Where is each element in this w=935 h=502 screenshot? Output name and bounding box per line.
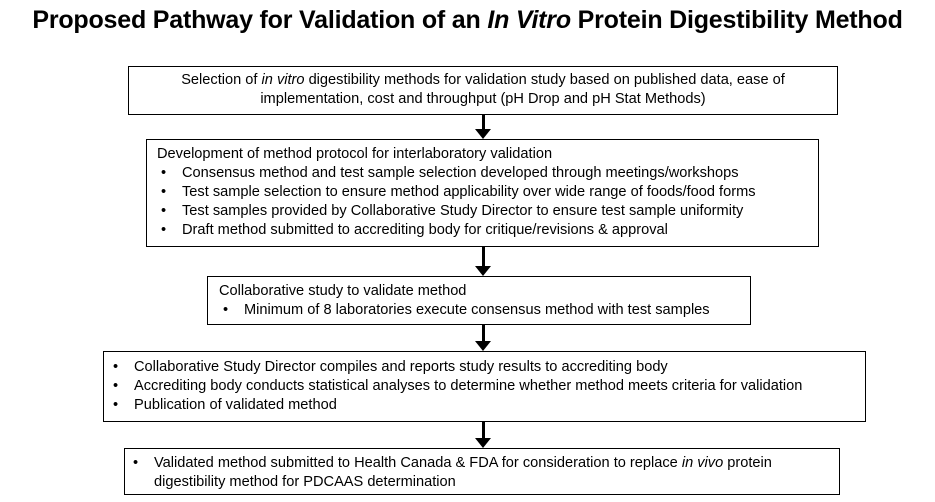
results-bullet: • Collaborative Study Director compiles and reports study results to accrediting body [109,358,865,377]
title-emphasis: In Vitro [487,6,571,34]
arrow-1 [475,115,491,139]
collaborative-box [207,276,751,325]
collaborative-list [219,301,750,320]
submission-text-after: protein [723,455,772,471]
arrow-4 [475,422,491,448]
selection-line-1 [129,71,837,90]
development-bullet: • Test sample selection to ensure method applicability over wide range of foods/food forms [157,183,818,202]
results-box [103,351,866,422]
selection-text-after: digestibility methods for validation study based on published data, ease of [304,72,785,88]
arrow-3 [475,325,491,351]
selection-emphasis: in vitro [261,72,305,88]
collaborative-heading: Collaborative study to validate method [219,283,467,299]
diagram-title [0,6,935,35]
development-heading: Development of method protocol for interlaboratory validation [157,146,553,162]
development-bullet: • Draft method submitted to accrediting body for critique/revisions & approval [157,221,818,240]
results-list [109,358,865,415]
selection-box [128,66,838,115]
submission-box [124,448,840,495]
collaborative-bullet: • Minimum of 8 laboratories execute consensus method with test samples [219,301,750,320]
development-bullet: • Test samples provided by Collaborative Study Director to ensure test sample uniformity [157,202,818,221]
development-list [157,164,818,240]
submission-list [129,454,839,473]
development-bullet: • Consensus method and test sample selection developed through meetings/workshops [157,164,818,183]
selection-line-2: implementation, cost and throughput (pH Drop and pH Stat Methods) [260,91,706,107]
submission-text-before: Validated method submitted to Health Canada & FDA for consideration to replace [154,455,682,471]
title-prefix: Proposed Pathway for Validation of an [32,6,488,34]
arrow-2 [475,247,491,276]
submission-bullet [129,454,839,473]
selection-text-before: Selection of [181,72,262,88]
results-bullet: • Accrediting body conducts statistical analyses to determine whether method meets criteria for validation [109,377,865,396]
development-box [146,139,819,247]
submission-emphasis: in vivo [681,455,724,471]
title-suffix: Protein Digestibility Method [570,6,903,34]
submission-line-2: digestibility method for PDCAAS determination [154,474,456,490]
results-bullet: • Publication of validated method [109,396,865,415]
